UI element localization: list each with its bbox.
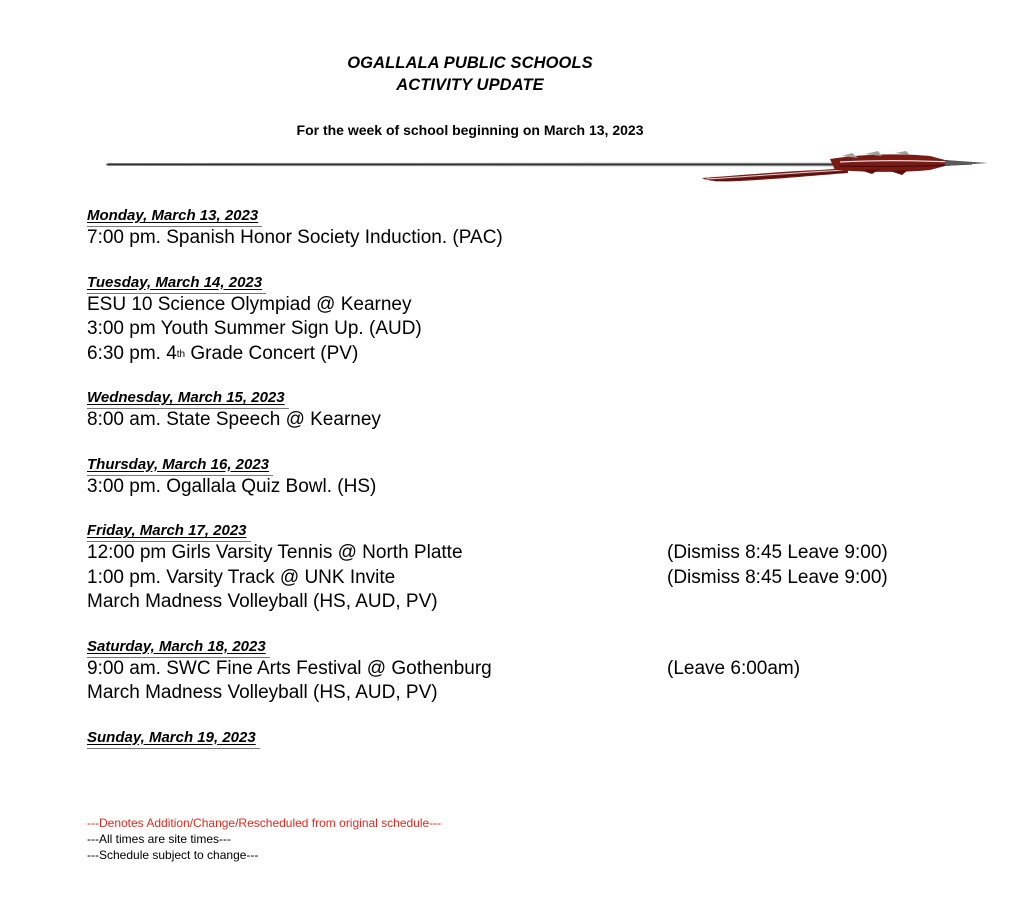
event-item <box>87 657 967 682</box>
event-note: (Dismiss 8:45 Leave 9:00) <box>667 566 888 588</box>
day-sunday <box>87 727 967 748</box>
spear-divider-icon <box>100 150 990 190</box>
day-friday <box>87 520 967 615</box>
day-heading: Wednesday, March 15, 2023 <box>87 389 285 406</box>
day-heading: Tuesday, March 14, 2023 <box>87 273 263 291</box>
footer-change-note: ---Denotes Addition/Change/Rescheduled from original schedule--- <box>87 816 442 830</box>
event-text: 8:00 am. State Speech @ Kearney <box>87 409 381 430</box>
event-item <box>87 226 967 251</box>
footer-notes <box>87 815 441 863</box>
event-text: ESU 10 Science Olympiad @ Kearney <box>87 293 412 315</box>
event-text: 1:00 pm. Varsity Track @ UNK Invite <box>87 566 396 588</box>
footer-subject-note: ---Schedule subject to change--- <box>87 848 259 862</box>
event-text-sup: th <box>176 348 186 360</box>
event-item <box>87 408 967 433</box>
event-note: (Leave 6:00am) <box>667 657 801 679</box>
event-text-pre: 6:30 pm. 4 <box>87 342 177 364</box>
event-item <box>87 342 967 367</box>
event-item <box>87 317 967 342</box>
day-heading: Saturday, March 18, 2023 <box>87 637 266 655</box>
event-item <box>87 541 967 566</box>
page-title-line1: OGALLALA PUBLIC SCHOOLS <box>347 54 593 72</box>
day-saturday <box>87 636 967 706</box>
footer-site-times-note: ---All times are site times--- <box>87 832 232 846</box>
day-monday <box>87 205 967 251</box>
event-text: 7:00 pm. Spanish Honor Society Induction. (PAC) <box>87 227 503 248</box>
event-text: 3:00 pm Youth Summer Sign Up. (AUD) <box>87 318 422 339</box>
event-item <box>87 681 967 706</box>
page-subtitle: For the week of school beginning on March 13, 2023 <box>296 122 644 138</box>
day-heading: Thursday, March 16, 2023 <box>87 455 270 473</box>
event-text: March Madness Volleyball (HS, AUD, PV) <box>87 591 438 612</box>
day-heading: Friday, March 17, 2023 <box>87 522 247 539</box>
event-item <box>87 590 967 615</box>
page-title-line2: ACTIVITY UPDATE <box>396 76 544 94</box>
event-note: (Dismiss 8:45 Leave 9:00) <box>667 542 888 563</box>
day-heading: Monday, March 13, 2023 <box>87 207 259 224</box>
event-text-post: Grade Concert (PV) <box>185 342 359 364</box>
day-thursday <box>87 454 967 500</box>
day-tuesday <box>87 272 967 367</box>
day-heading: Sunday, March 19, 2023 <box>87 728 256 746</box>
event-item <box>87 293 967 318</box>
event-item <box>87 566 967 591</box>
event-text: 3:00 pm. Ogallala Quiz Bowl. (HS) <box>87 475 377 497</box>
event-text: 12:00 pm Girls Varsity Tennis @ North Platte <box>87 542 463 563</box>
schedule-list <box>87 205 967 769</box>
day-wednesday <box>87 387 967 433</box>
event-text: March Madness Volleyball (HS, AUD, PV) <box>87 682 438 703</box>
event-item <box>87 475 967 500</box>
event-text: 9:00 am. SWC Fine Arts Festival @ Gothenburg <box>87 657 492 679</box>
